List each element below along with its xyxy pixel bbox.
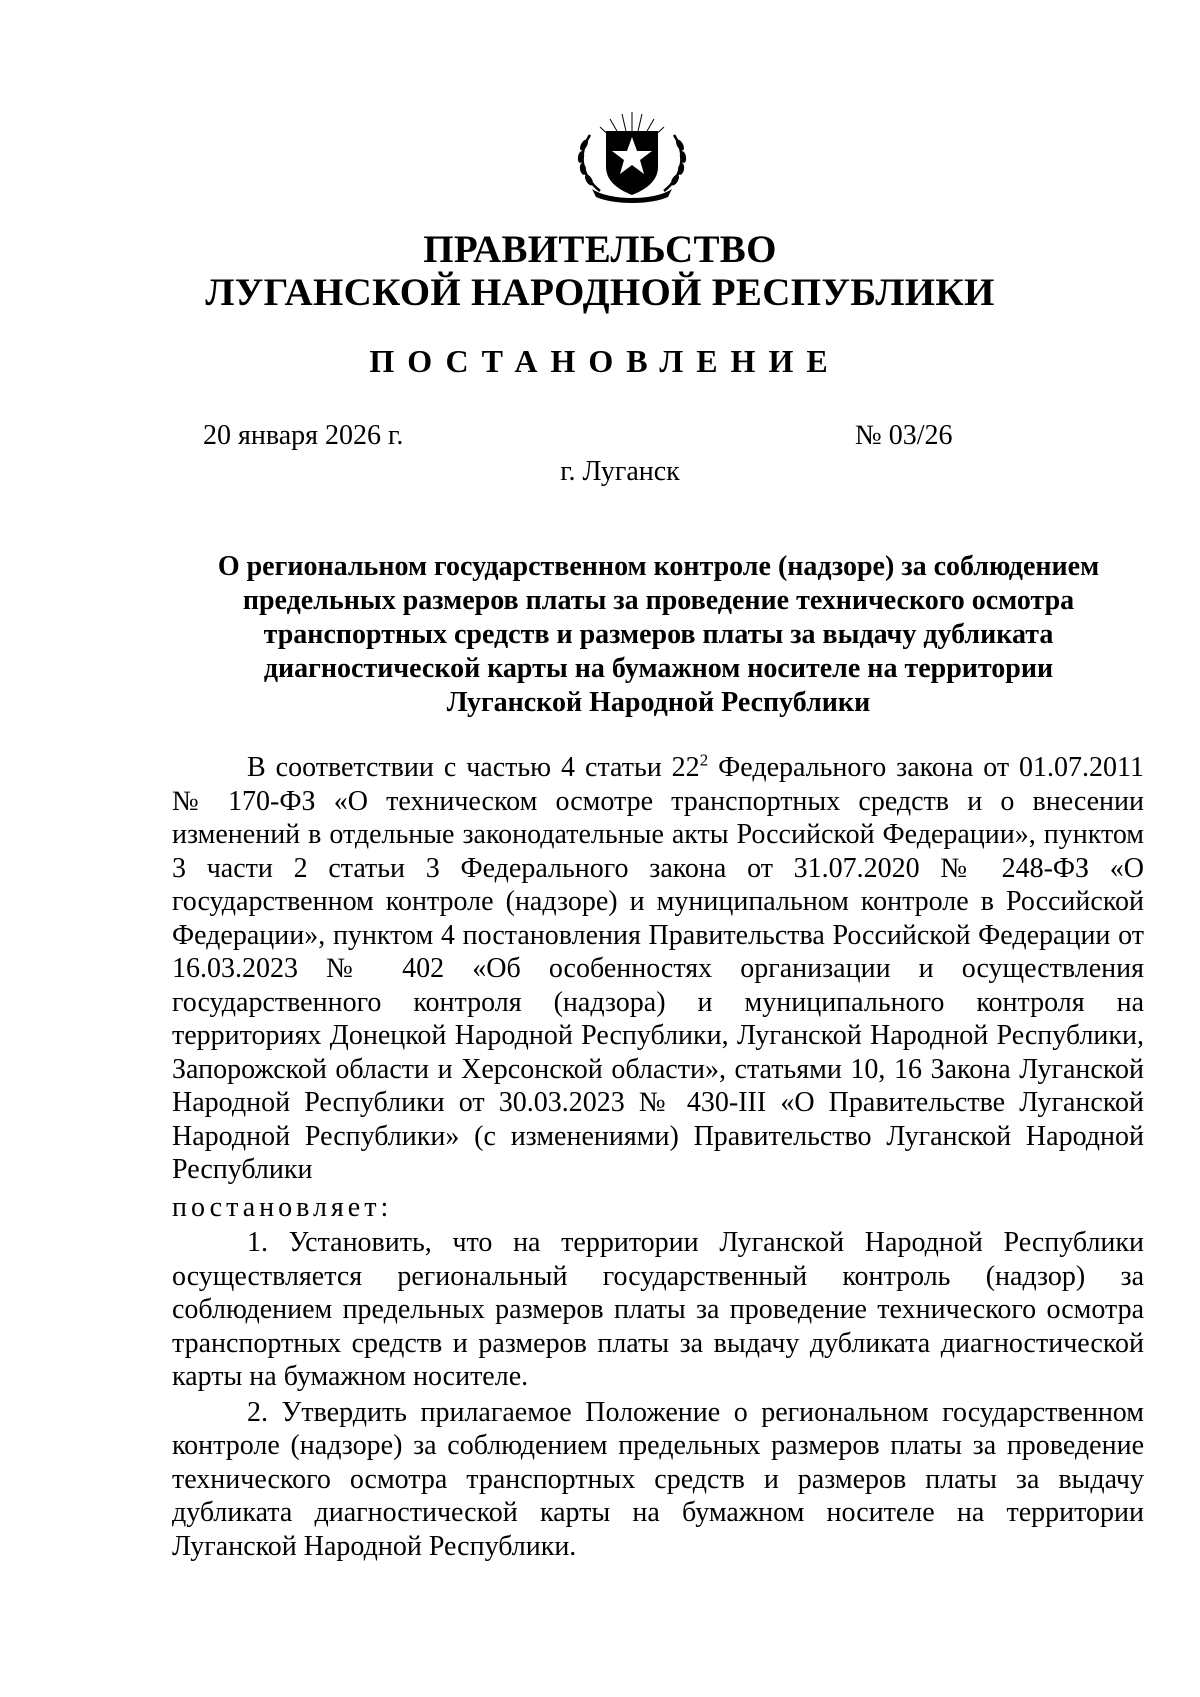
preamble-paragraph [172, 751, 1144, 1187]
document-body [172, 751, 1144, 1563]
document-title [0, 550, 1200, 720]
decides-word: постановляет: [172, 1191, 393, 1223]
decree-item-1: 1. Установить, что на территории Луганской Народной Республики осуществляется региональный государственный контроль (надзор) за соблюдением предельных размеров платы за проведение технического осмотра транспортных средств и размеров платы за выдачу дубликата диагностической карты на бумажном носителе. [172, 1227, 1144, 1392]
lnr-coat-of-arms-icon [570, 105, 694, 205]
document-type: ПОСТАНОВЛЕНИЕ [369, 343, 841, 379]
title-line: предельных размеров платы за проведение технического осмотра [242, 585, 1075, 616]
government-heading [0, 228, 1200, 314]
title-line: транспортных средств и размеров платы за выдачу дубликата [263, 619, 1054, 650]
decree-item-2: 2. Утвердить прилагаемое Положение о региональном государственном контроле (надзоре) за соблюдением предельных размеров платы за проведение технического осмотра транспортных средств и размеров платы за выдачу дубликата диагностической карты на бумажном носителе на территории Луганской Народной Республики. [172, 1396, 1144, 1562]
government-name-line-2: ЛУГАНСКОЙ НАРОДНОЙ РЕСПУБЛИКИ [205, 271, 995, 314]
preamble-text-part-2: Федерального закона от 01.07.2011 № 170-ФЗ «О техническом осмотре транспортных средств и о внесении изменений в отдельные законодательные акты Российской Федерации», пунктом 3 части 2 статьи 3 Федерального закона от 31.07.2020 № 248-ФЗ «О государственном контроле (надзоре) и муниципальном контроле в Российской Федерации», пунктом 4 постановления Правительства Российской Федерации от 16.03.2023 № 402 «Об особенностях организации и осуществления государственного контроля (надзора) и муниципального контроля на территориях Донецкой Народной Республики, Луганской Народной Республики, Запорожской области и Херсонской области», статьями 10, 16 Закона Луганской Народной Республики от 30.03.2023 № 430-III «О Правительстве Луганской Народной Республики» (с изменениями) Правительство Луганской Народной Республики [172, 752, 1145, 1185]
title-line: О региональном государственном контроле (надзоре) за соблюдением [217, 551, 1100, 582]
article-superscript: 2 [699, 750, 709, 770]
document-city: г. Луганск [560, 456, 680, 487]
document-number: № 03/26 [855, 420, 953, 451]
government-name-line-1: ПРАВИТЕЛЬСТВО [423, 228, 777, 271]
title-line: диагностической карты на бумажном носителе на территории [263, 653, 1054, 684]
document-date: 20 января 2026 г. [203, 420, 404, 451]
preamble-text-part-1: В соответствии с частью 4 статьи 22 [247, 752, 700, 783]
title-line: Луганской Народной Республики [446, 687, 871, 718]
